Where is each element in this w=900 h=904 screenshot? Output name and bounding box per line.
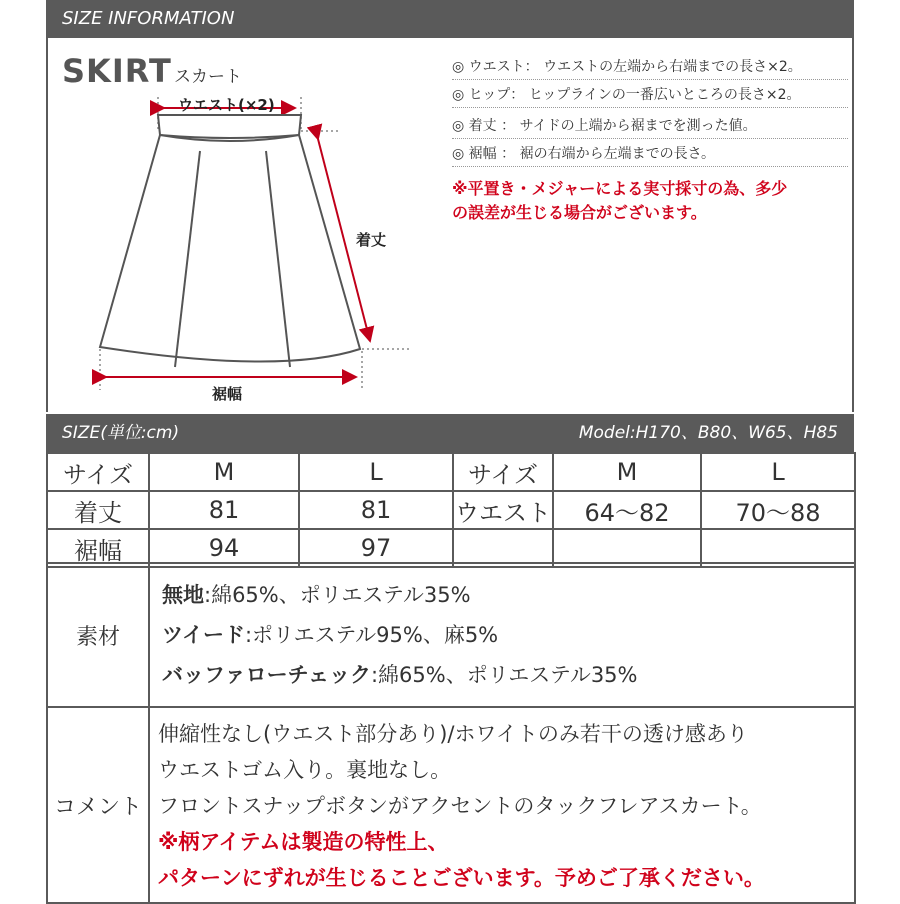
table-cell: 97 bbox=[299, 529, 453, 567]
waist-label: ウエスト(×2) bbox=[178, 96, 275, 114]
material-key: 無地 bbox=[162, 583, 204, 607]
table-cell: 94 bbox=[149, 529, 299, 567]
length-label: 着丈 bbox=[356, 231, 387, 249]
detail-table bbox=[46, 562, 856, 904]
material-content bbox=[149, 563, 855, 707]
comment-line: 伸縮性なし(ウエスト部分あり)/ホワイトのみ若干の透け感あり bbox=[158, 722, 748, 746]
note-hip: ◎ ヒップ： ヒップラインの一番広いところの長さ×2。 bbox=[452, 84, 848, 108]
header-cell: サイズ bbox=[47, 453, 149, 491]
header-title: SIZE INFORMATION bbox=[62, 8, 235, 29]
comment-label: コメント bbox=[47, 707, 149, 903]
comment-content bbox=[149, 707, 855, 903]
material-value: :綿65%、ポリエステル35% bbox=[370, 663, 638, 687]
header-cell: サイズ bbox=[453, 453, 553, 491]
header-cell: L bbox=[701, 453, 855, 491]
hem-label: 裾幅 bbox=[212, 385, 243, 403]
table-cell: ウエスト bbox=[453, 491, 553, 529]
size-table bbox=[46, 452, 856, 568]
material-key: バッファローチェック bbox=[162, 663, 371, 687]
note-length: ◎ 着丈 ： サイドの上端から裾までを測った値。 bbox=[452, 115, 848, 139]
header-cell: M bbox=[553, 453, 701, 491]
product-name: SKIRT bbox=[62, 52, 172, 90]
table-header-row bbox=[47, 453, 855, 491]
note-hem: ◎ 裾幅 ： 裾の右端から左端までの長さ。 bbox=[452, 143, 848, 167]
header-cell: M bbox=[149, 453, 299, 491]
material-key: ツイード bbox=[162, 623, 245, 647]
table-cell: 70〜88 bbox=[701, 491, 855, 529]
table-cell: 裾幅 bbox=[47, 529, 149, 567]
note-waist: ◎ ウエスト： ウエストの左端から右端までの長さ×2。 bbox=[452, 56, 848, 80]
material-value: :ポリエステル95%、麻5% bbox=[244, 623, 499, 647]
comment-warning-line: パターンにずれが生じることございます。予めご了承ください。 bbox=[158, 866, 765, 890]
table-cell: 着丈 bbox=[47, 491, 149, 529]
product-name-jp: スカート bbox=[174, 67, 242, 87]
table-cell: 81 bbox=[299, 491, 453, 529]
comment-line: ウエストゴム入り。裏地なし。 bbox=[158, 758, 452, 782]
material-label: 素材 bbox=[47, 563, 149, 707]
table-cell: 64〜82 bbox=[553, 491, 701, 529]
model-info: Model:H170、B80、W65、H85 bbox=[578, 423, 838, 443]
table-cell: 81 bbox=[149, 491, 299, 529]
skirt-diagram bbox=[90, 95, 430, 405]
header-cell: L bbox=[299, 453, 453, 491]
comment-line: フロントスナップボタンがアクセントのタックフレアスカート。 bbox=[158, 794, 762, 818]
material-value: :綿65%、ポリエステル35% bbox=[204, 583, 471, 607]
material-line bbox=[150, 655, 854, 695]
material-row bbox=[47, 563, 855, 707]
comment-warning-line: ※柄アイテムは製造の特性上、 bbox=[158, 830, 449, 854]
warning-line-1: ※平置き・メジャーによる実寸採寸の為、多少 bbox=[452, 179, 788, 198]
size-information-header bbox=[46, 0, 854, 38]
material-line bbox=[150, 615, 854, 655]
warning-line-2: の誤差が生じる場合がございます。 bbox=[452, 203, 707, 222]
size-unit-label: SIZE(単位:cm) bbox=[62, 423, 180, 443]
comment-row bbox=[47, 707, 855, 903]
table-row bbox=[47, 491, 855, 529]
material-line bbox=[150, 575, 854, 615]
size-unit-header bbox=[46, 414, 854, 452]
